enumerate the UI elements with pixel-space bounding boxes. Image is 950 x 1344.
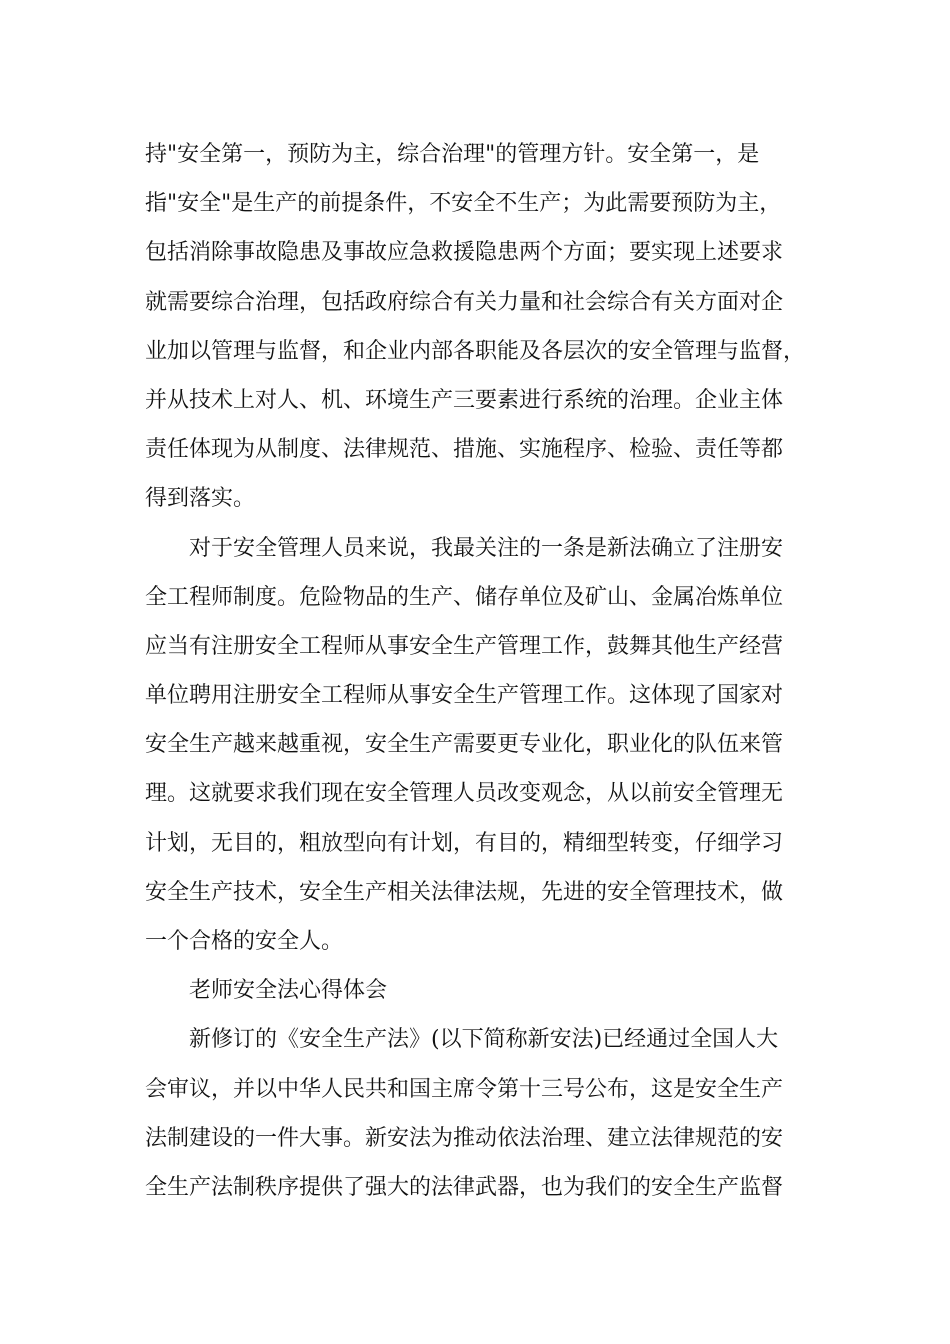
body-line: 法制建设的一件大事。新安法为推动依法治理、建立法律规范的安 <box>145 1125 784 1151</box>
body-line: 业加以管理与监督，和企业内部各职能及各层次的安全管理与监督， <box>145 338 806 364</box>
body-line: 全生产法制秩序提供了强大的法律武器，也为我们的安全生产监督 <box>145 1174 784 1200</box>
body-line: 得到落实。 <box>145 486 256 512</box>
body-line: 理。这就要求我们现在安全管理人员改变观念，从以前安全管理无 <box>145 781 784 807</box>
body-line: 单位聘用注册安全工程师从事安全生产管理工作。这体现了国家对 <box>145 683 784 709</box>
paragraph-first-line: 对于安全管理人员来说，我最关注的一条是新法确立了注册安 <box>189 535 784 561</box>
body-line: 计划，无目的，粗放型向有计划，有目的，精细型转变，仔细学习 <box>145 830 784 856</box>
body-line: 指"安全"是生产的前提条件，不安全不生产；为此需要预防为主， <box>145 191 782 217</box>
document-body <box>145 130 825 1212</box>
body-line: 并从技术上对人、机、环境生产三要素进行系统的治理。企业主体 <box>145 387 784 413</box>
body-line: 持"安全第一，预防为主，综合治理"的管理方针。安全第一，是 <box>145 142 760 167</box>
body-line: 会审议，并以中华人民共和国主席令第十三号公布，这是安全生产 <box>145 1076 784 1102</box>
section-heading: 老师安全法心得体会 <box>189 978 388 1004</box>
body-line: 应当有注册安全工程师从事安全生产管理工作，鼓舞其他生产经营 <box>145 633 784 659</box>
body-line: 安全生产越来越重视，安全生产需要更专业化，职业化的队伍来管 <box>145 732 784 758</box>
body-line: 一个合格的安全人。 <box>145 929 344 954</box>
paragraph-first-line: 新修订的《安全生产法》(以下简称新安法)已经通过全国人大 <box>189 1027 779 1053</box>
body-line: 安全生产技术，安全生产相关法律法规，先进的安全管理技术，做 <box>145 879 784 905</box>
body-line: 就需要综合治理，包括政府综合有关力量和社会综合有关方面对企 <box>145 289 784 315</box>
body-line: 全工程师制度。危险物品的生产、储存单位及矿山、金属冶炼单位 <box>145 584 784 610</box>
body-line: 包括消除事故隐患及事故应急救援隐患两个方面；要实现上述要求 <box>145 240 784 266</box>
body-line: 责任体现为从制度、法律规范、措施、实施程序、检验、责任等都 <box>145 437 784 463</box>
